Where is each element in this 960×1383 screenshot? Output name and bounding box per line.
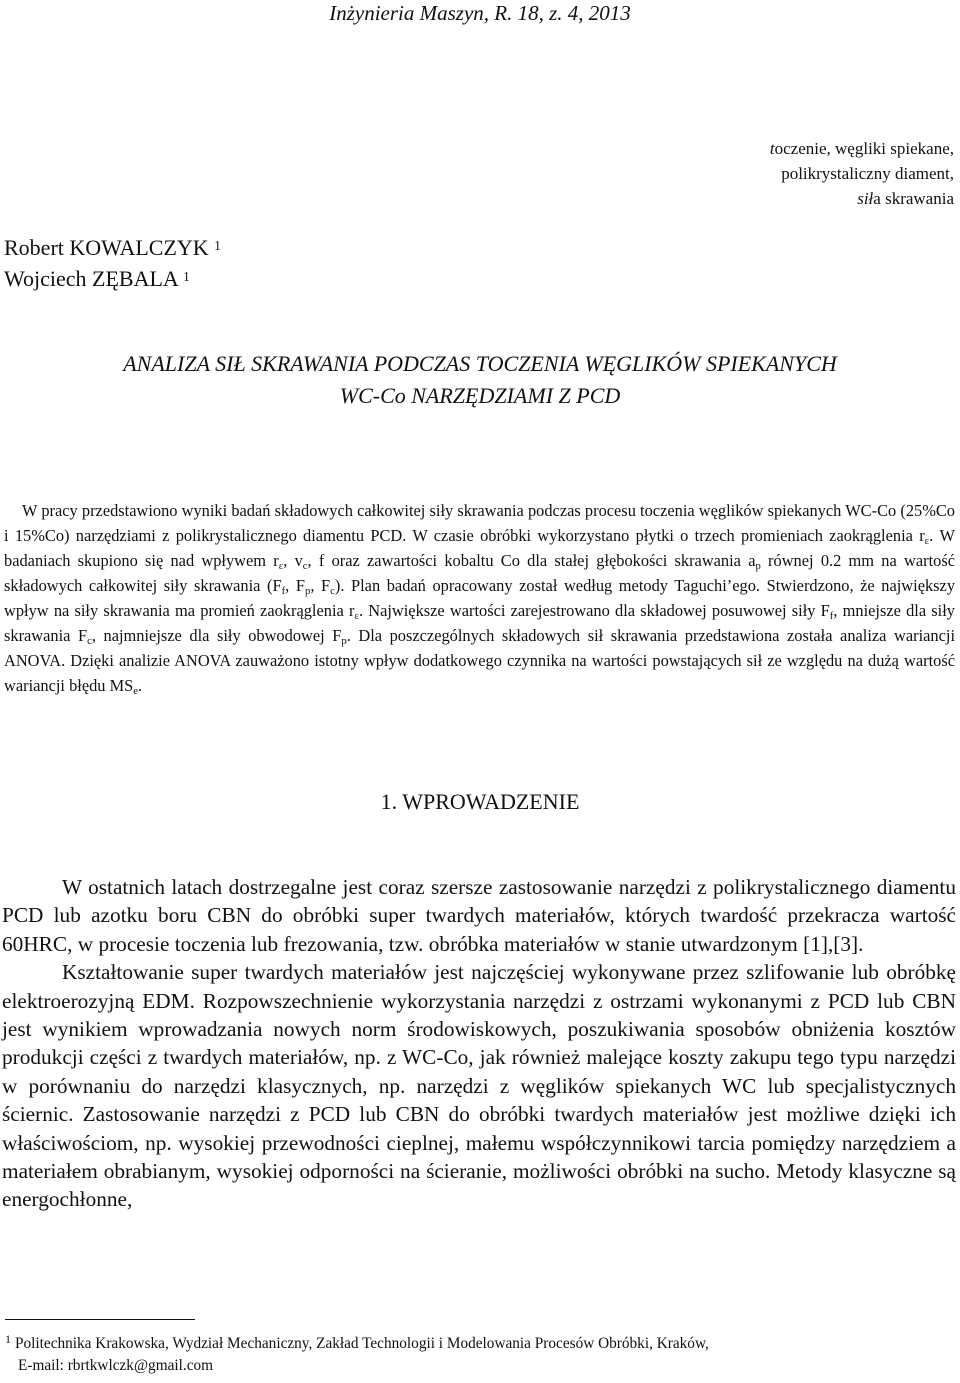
section-heading: 1. WPROWADZENIE (380, 789, 580, 814)
abstract (4, 498, 955, 698)
keyword-line: toczenie, węgliki spiekane, (769, 139, 954, 158)
abstract-paragraph: W pracy przedstawiono wyniki badań składowych całkowitej siły skrawania podczas procesu toczenia węglików spiekanych WC-Co (25%Co i 15%Co) narzędziami z polikrystalicznego diamentu PCD. W czasie obróbki wykorzystano płytki o trzech promieniach zaokrąglenia $r_\varepsilon$. W badaniach skupiono się nad wpływem $r_\varepsilon$, $v_c$, f oraz zawartości kobaltu Co dla stałej głębokości skrawania $a_p$ równej 0.2 mm na wartość składowych całkowitej siły skrawania ($F_f$, $F_p$, $F_c$). Plan badań opracowany został według metody Taguchi’ego. Stwierdzono, że największy wpływ na siły skrawania ma promień zaokrąglenia $r_\varepsilon$. Największe wartości zarejestrowano dla składowej posuwowej siły $F_f$, mniejsze dla siły skrawania $F_c$, najmniejsze dla siły obwodowej $F_p$. Dla poszczególnych składowych sił skrawania przedstawiona została analiza wariancji ANOVA. Dzięki analizie ANOVA zauważono istotny wpływ dodatkowego czynnika na wartości powstających sił ze względu na dużą wartość wariancji błędu $MS_e$. (4, 501, 956, 698)
footnote-email: E-mail: rbrtkwlczk@gmail.com (18, 1357, 214, 1374)
footnote-divider (5, 1319, 195, 1320)
authors-block (4, 232, 221, 294)
body-paragraph: W ostatnich latach dostrzegalne jest coraz szersze zastosowanie narzędzi z polikrystalicznego diamentu PCD lub azotku boru CBN do obróbki super twardych materiałów, których twardość przekracza wartość 60HRC, w procesie toczenia lub frezowania, tzw. obróbka materiałów w stanie utwardzonym [1],[3]. (2, 875, 956, 956)
title-line: WC-Co NARZĘDZIAMI Z PCD (339, 383, 621, 408)
body-text (2, 873, 956, 1214)
keyword-line: siła skrawania (857, 189, 954, 208)
paper-title (0, 348, 960, 412)
author-name: Robert KOWALCZYK $^1$ (4, 235, 221, 260)
keywords-block (770, 136, 954, 211)
keyword-line: polikrystaliczny diament, (781, 164, 954, 183)
footnote (5, 1333, 955, 1377)
affiliation-mark: 1 (183, 269, 190, 285)
title-line: ANALIZA SIŁ SKRAWANIA PODCZAS TOCZENIA WĘGLIKÓW SPIEKANYCH (123, 351, 837, 376)
author-name: Wojciech ZĘBALA $^1$ (4, 266, 190, 291)
journal-header: Inżynieria Maszyn, R. 18, z. 4, 2013 (329, 1, 631, 25)
footnote-affiliation: $^1$ Politechnika Krakowska, Wydział Mechaniczny, Zakład Technologii i Modelowania Procesów Obróbki, Kraków, (5, 1332, 709, 1352)
body-paragraph: Kształtowanie super twardych materiałów jest najczęściej wykonywane przez szlifowanie lub obróbkę elektroerozyjną EDM. Rozpowszechnienie wykorzystania narzędzi z ostrzami wykonanymi z PCD lub CBN jest wynikiem wprowadzania nowych norm środowiskowych, poszukiwania sposobów obniżenia kosztów produkcji części z twardych materiałów, np. z WC-Co, jak również malejące koszty zakupu tego typu narzędzi w porównaniu do narzędzi klasycznych, np. narzędzi z węglików spiekanych WC lub specjalistycznych ściernic. Zastosowanie narzędzi z PCD lub CBN do obróbki twardych materiałów jest możliwe dzięki ich właściwościom, np. wysokiej przewodności cieplnej, małemu współczynnikowi tarcia pomiędzy narzędziem a materiałem obrabianym, wysokiej odporności na ścieranie, możliwości obróbki na sucho. Metody klasyczne są energochłonne, (2, 960, 956, 1212)
affiliation-mark: 1 (214, 238, 221, 254)
